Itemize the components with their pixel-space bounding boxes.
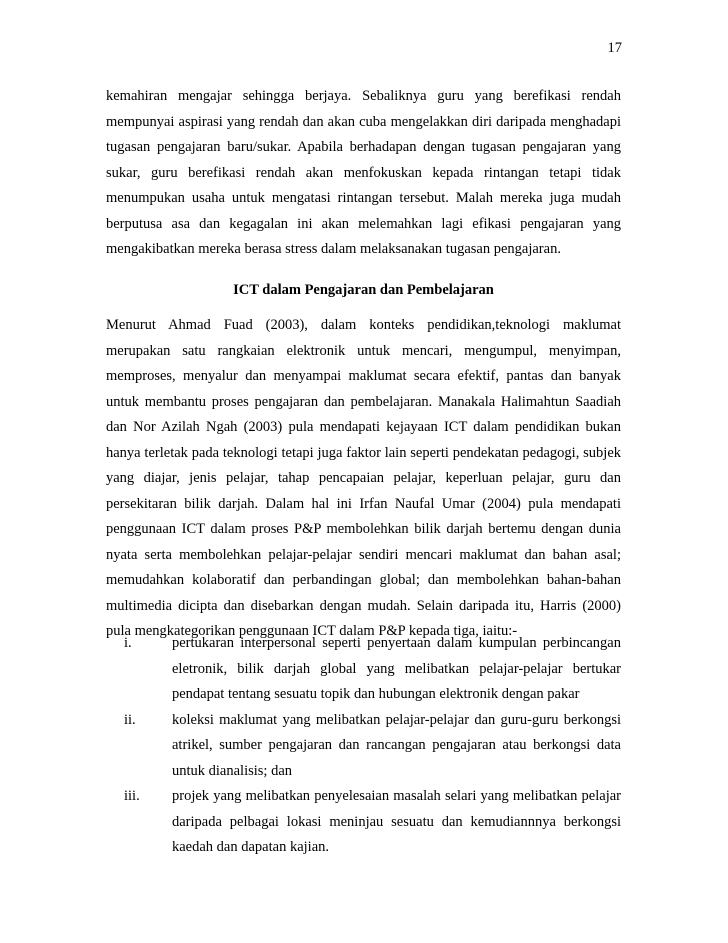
body-paragraph-efficacy: kemahiran mengajar sehingga berjaya. Sebaliknya guru yang berefikasi rendah mempunyai aspirasi yang rendah dan akan cuba mengelakkan diri daripada menghadapi tugasan pengajaran baru/sukar. Apabila berhadapan dengan tugasan pengajaran yang sukar, guru berefikasi rendah akan menfokuskan kepada rintangan tetapi tidak menumpukan usaha untuk mengatasi rintangan tersebut. Malah mereka juga mudah berputusa asa dan kegagalan ini akan melemahkan lagi efikasi pengajaran yang mengakibatkan mereka berasa stress dalam melaksanakan tugasan pengajaran. [106, 88, 621, 257]
list-item [106, 631, 621, 708]
list-item-text: projek yang melibatkan penyelesaian masalah selari yang melibatkan pelajar daripada pelbagai lokasi meninjau sesuatu dan kemudiannnya berkongsi kaedah dan dapatan kajian. [172, 788, 621, 855]
page-number: 17 [607, 40, 622, 56]
list-item [106, 784, 621, 861]
body-paragraph-ict: Menurut Ahmad Fuad (2003), dalam konteks pendidikan,teknologi maklumat merupakan satu rangkaian elektronik untuk mencari, mengumpul, menyimpan, memproses, menyalur dan menyampai maklumat secara efektif, pantas dan banyak untuk membantu proses pengajaran dan pembelajaran. Manakala Halimahtun Saadiah dan Nor Azilah Ngah (2003) pula mendapati kejayaan ICT dalam pendidikan bukan hanya terletak pada teknologi tetapi juga faktor lain seperti pendekatan pedagogi, subjek yang diajar, jenis pelajar, tahap pencapaian pelajar, keperluan pelajar, guru dan persekitaran bilik darjah. Dalam hal ini Irfan Naufal Umar (2004) pula mendapati penggunaan ICT dalam proses P&P membolehkan bilik darjah bertemu dengan dunia nyata serta membolehkan pelajar-pelajar sendiri mencari maklumat dan bahan asal; memudahkan kolaboratif dan perbandingan global; dan membolehkan bahan-bahan multimedia dicipta dan disebarkan dengan mudah. Selain daripada itu, Harris (2000) pula mengkategorikan penggunaan ICT dalam P&P kepada tiga, iaitu:- [106, 317, 621, 639]
section-heading: ICT dalam Pengajaran dan Pembelajaran [233, 282, 494, 298]
list-marker: iii. [124, 788, 140, 804]
list-marker: ii. [124, 711, 136, 728]
list-item-text: koleksi maklumat yang melibatkan pelajar-pelajar dan guru-guru berkongsi atrikel, sumber pengajaran dan rancangan pengajaran atau berkongsi data untuk dianalisis; dan [172, 711, 621, 779]
ict-usage-list [106, 631, 621, 861]
list-marker: i. [124, 635, 132, 651]
list-item-text: pertukaran interpersonal seperti penyertaan dalam kumpulan perbincangan eletronik, bilik darjah global yang melibatkan pelajar-pelajar bertukar pendapat tentang sesuatu topik dan hubungan elektronik dengan pakar [172, 635, 621, 702]
list-item [106, 708, 621, 785]
